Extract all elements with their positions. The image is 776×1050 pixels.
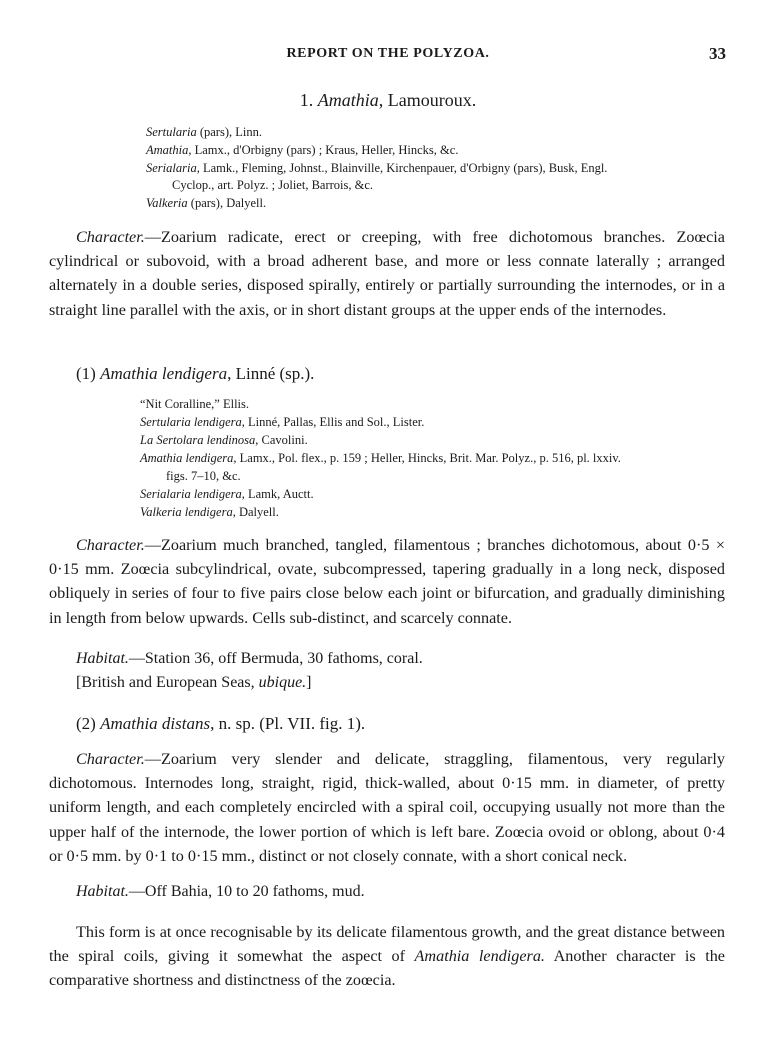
species-distribution: [76, 674, 312, 692]
genus-number: 1.: [299, 90, 314, 110]
species-character-paragraph: [49, 533, 725, 630]
species-synonym-continuation: [140, 468, 241, 484]
genus-synonym: [146, 142, 458, 158]
genus-author: , Lamouroux.: [378, 90, 477, 110]
species-author: , Linné (sp.).: [227, 364, 315, 383]
habitat-text: —Off Bahia, 10 to 20 fathoms, mud.: [128, 883, 365, 900]
species-synonym: [140, 414, 424, 430]
synonym-name: Valkeria: [146, 196, 188, 210]
species-synonym: [140, 450, 621, 466]
distribution-end: ]: [306, 674, 312, 691]
species-author: , n. sp. (Pl. VII. fig. 1).: [210, 714, 366, 733]
genus-synonym: [146, 160, 607, 176]
character-label: Character.: [76, 228, 145, 246]
genus-synonym: [146, 124, 262, 140]
species-number: (2): [76, 714, 96, 733]
synonym-name: Serialaria: [146, 161, 197, 175]
synonym-name: La Sertolara lendinosa: [140, 433, 256, 447]
species-name: Amathia lendigera: [100, 364, 228, 383]
synonym-text: , Dalyell.: [232, 505, 279, 519]
synonym-text: figs. 7–10, &c.: [166, 469, 241, 483]
synonym-text: , Lamx., Pol. flex., p. 159 ; Heller, Hincks, Brit. Mar. Polyz., p. 516, pl. lxxiv.: [233, 451, 621, 465]
habitat-text: —Station 36, off Bermuda, 30 fathoms, coral.: [128, 650, 423, 667]
species-synonym: [140, 486, 314, 502]
distribution-text: [British and European Seas,: [76, 674, 259, 691]
synonym-name: Amathia lendigera: [140, 451, 234, 465]
synonym-text: (pars), Linn.: [196, 125, 262, 139]
species-synonym: [140, 504, 279, 520]
character-text: —Zoarium very slender and delicate, straggling, filamentous, very regularly dichotomous. Internodes long, straight, rigid, thick-walled, about 0·15 mm. in diameter, of pretty uniform length, and each completely encircled with a spiral coil, occupying usually not more than the upper half of the internode, the lower portion of which is left bare. Zoœcia ovoid or oblong, about 0·4 or 0·5 mm. by 0·1 to 0·15 mm., distinct or not closely connate, with a short conical neck.: [49, 750, 725, 865]
synonym-text: , Lamx., d'Orbigny (pars) ; Kraus, Heller, Hincks, &c.: [188, 143, 459, 157]
synonym-name: Sertularia: [146, 125, 197, 139]
synonym-text: , Lamk., Fleming, Johnst., Blainville, Kirchenpauer, d'Orbigny (pars), Busk, Engl.: [196, 161, 608, 175]
running-header: REPORT ON THE POLYZOA.: [286, 46, 490, 61]
habitat-label: Habitat.: [76, 883, 129, 900]
genus-heading: [0, 90, 776, 111]
synonym-text: (pars), Dalyell.: [187, 196, 267, 210]
species-heading: [76, 714, 365, 734]
character-label: Character.: [76, 536, 145, 554]
synonym-text: , Lamk, Auctt.: [241, 487, 314, 501]
genus-character-paragraph: [49, 225, 725, 322]
species-character-paragraph: [49, 747, 725, 868]
genus-name: Amathia: [317, 90, 379, 110]
page-number: 33: [709, 44, 726, 63]
character-text: —Zoarium radicate, erect or creeping, with free dichotomous branches. Zoœcia cylindrical or subovoid, with a broad adherent base, and more or less connate laterally ; arranged alternately in a double series, disposed spirally, entirely or partially surrounding the internodes, or in a straight line parallel with the axis, or in short distant groups at the upper ends of the internodes.: [49, 228, 725, 319]
habitat-label: Habitat.: [76, 650, 129, 667]
species-synonym: [140, 396, 249, 412]
distribution-italic: ubique.: [258, 674, 307, 691]
synonym-name: Sertularia lendigera: [140, 415, 242, 429]
synonym-text: , Cavolini.: [255, 433, 308, 447]
character-text: —Zoarium much branched, tangled, filamentous ; branches dichotomous, about 0·5 × 0·15 mm. Zoœcia subcylindrical, ovate, subcompressed, tapering gradually in a long neck, disposed obliquely in series of four to five pairs close below each joint or bifurcation, and gradually diminishing in length from below upwards. Cells sub-distinct, and scarcely connate.: [49, 536, 725, 627]
remark-end: Another character is the comparative shortness and distinctness of the zoœcia.: [49, 947, 725, 990]
synonym-name: Amathia: [146, 143, 189, 157]
remark-italic: Amathia lendigera.: [414, 947, 545, 966]
species-heading: [76, 364, 314, 384]
genus-synonym: [146, 195, 266, 211]
genus-synonym-continuation: [146, 177, 373, 193]
species-synonym: [140, 432, 308, 448]
species-remark-paragraph: [49, 920, 725, 993]
species-number: (1): [76, 364, 96, 383]
synonym-text: Cyclop., art. Polyz. ; Joliet, Barrois, &c.: [172, 178, 374, 192]
species-habitat: [76, 883, 365, 901]
synonym-text: , Linné, Pallas, Ellis and Sol., Lister.: [241, 415, 425, 429]
remark-text: This form is at once recognisable by its delicate filamentous growth, and the great distance between the spiral coils, giving it somewhat the aspect of: [49, 923, 725, 966]
synonym-name: Serialaria lendigera: [140, 487, 242, 501]
synonym-name: Valkeria lendigera: [140, 505, 233, 519]
species-habitat: [76, 650, 423, 668]
character-label: Character.: [76, 750, 145, 768]
species-name: Amathia distans: [100, 714, 211, 733]
synonym-text: “Nit Coralline,” Ellis.: [140, 397, 250, 411]
